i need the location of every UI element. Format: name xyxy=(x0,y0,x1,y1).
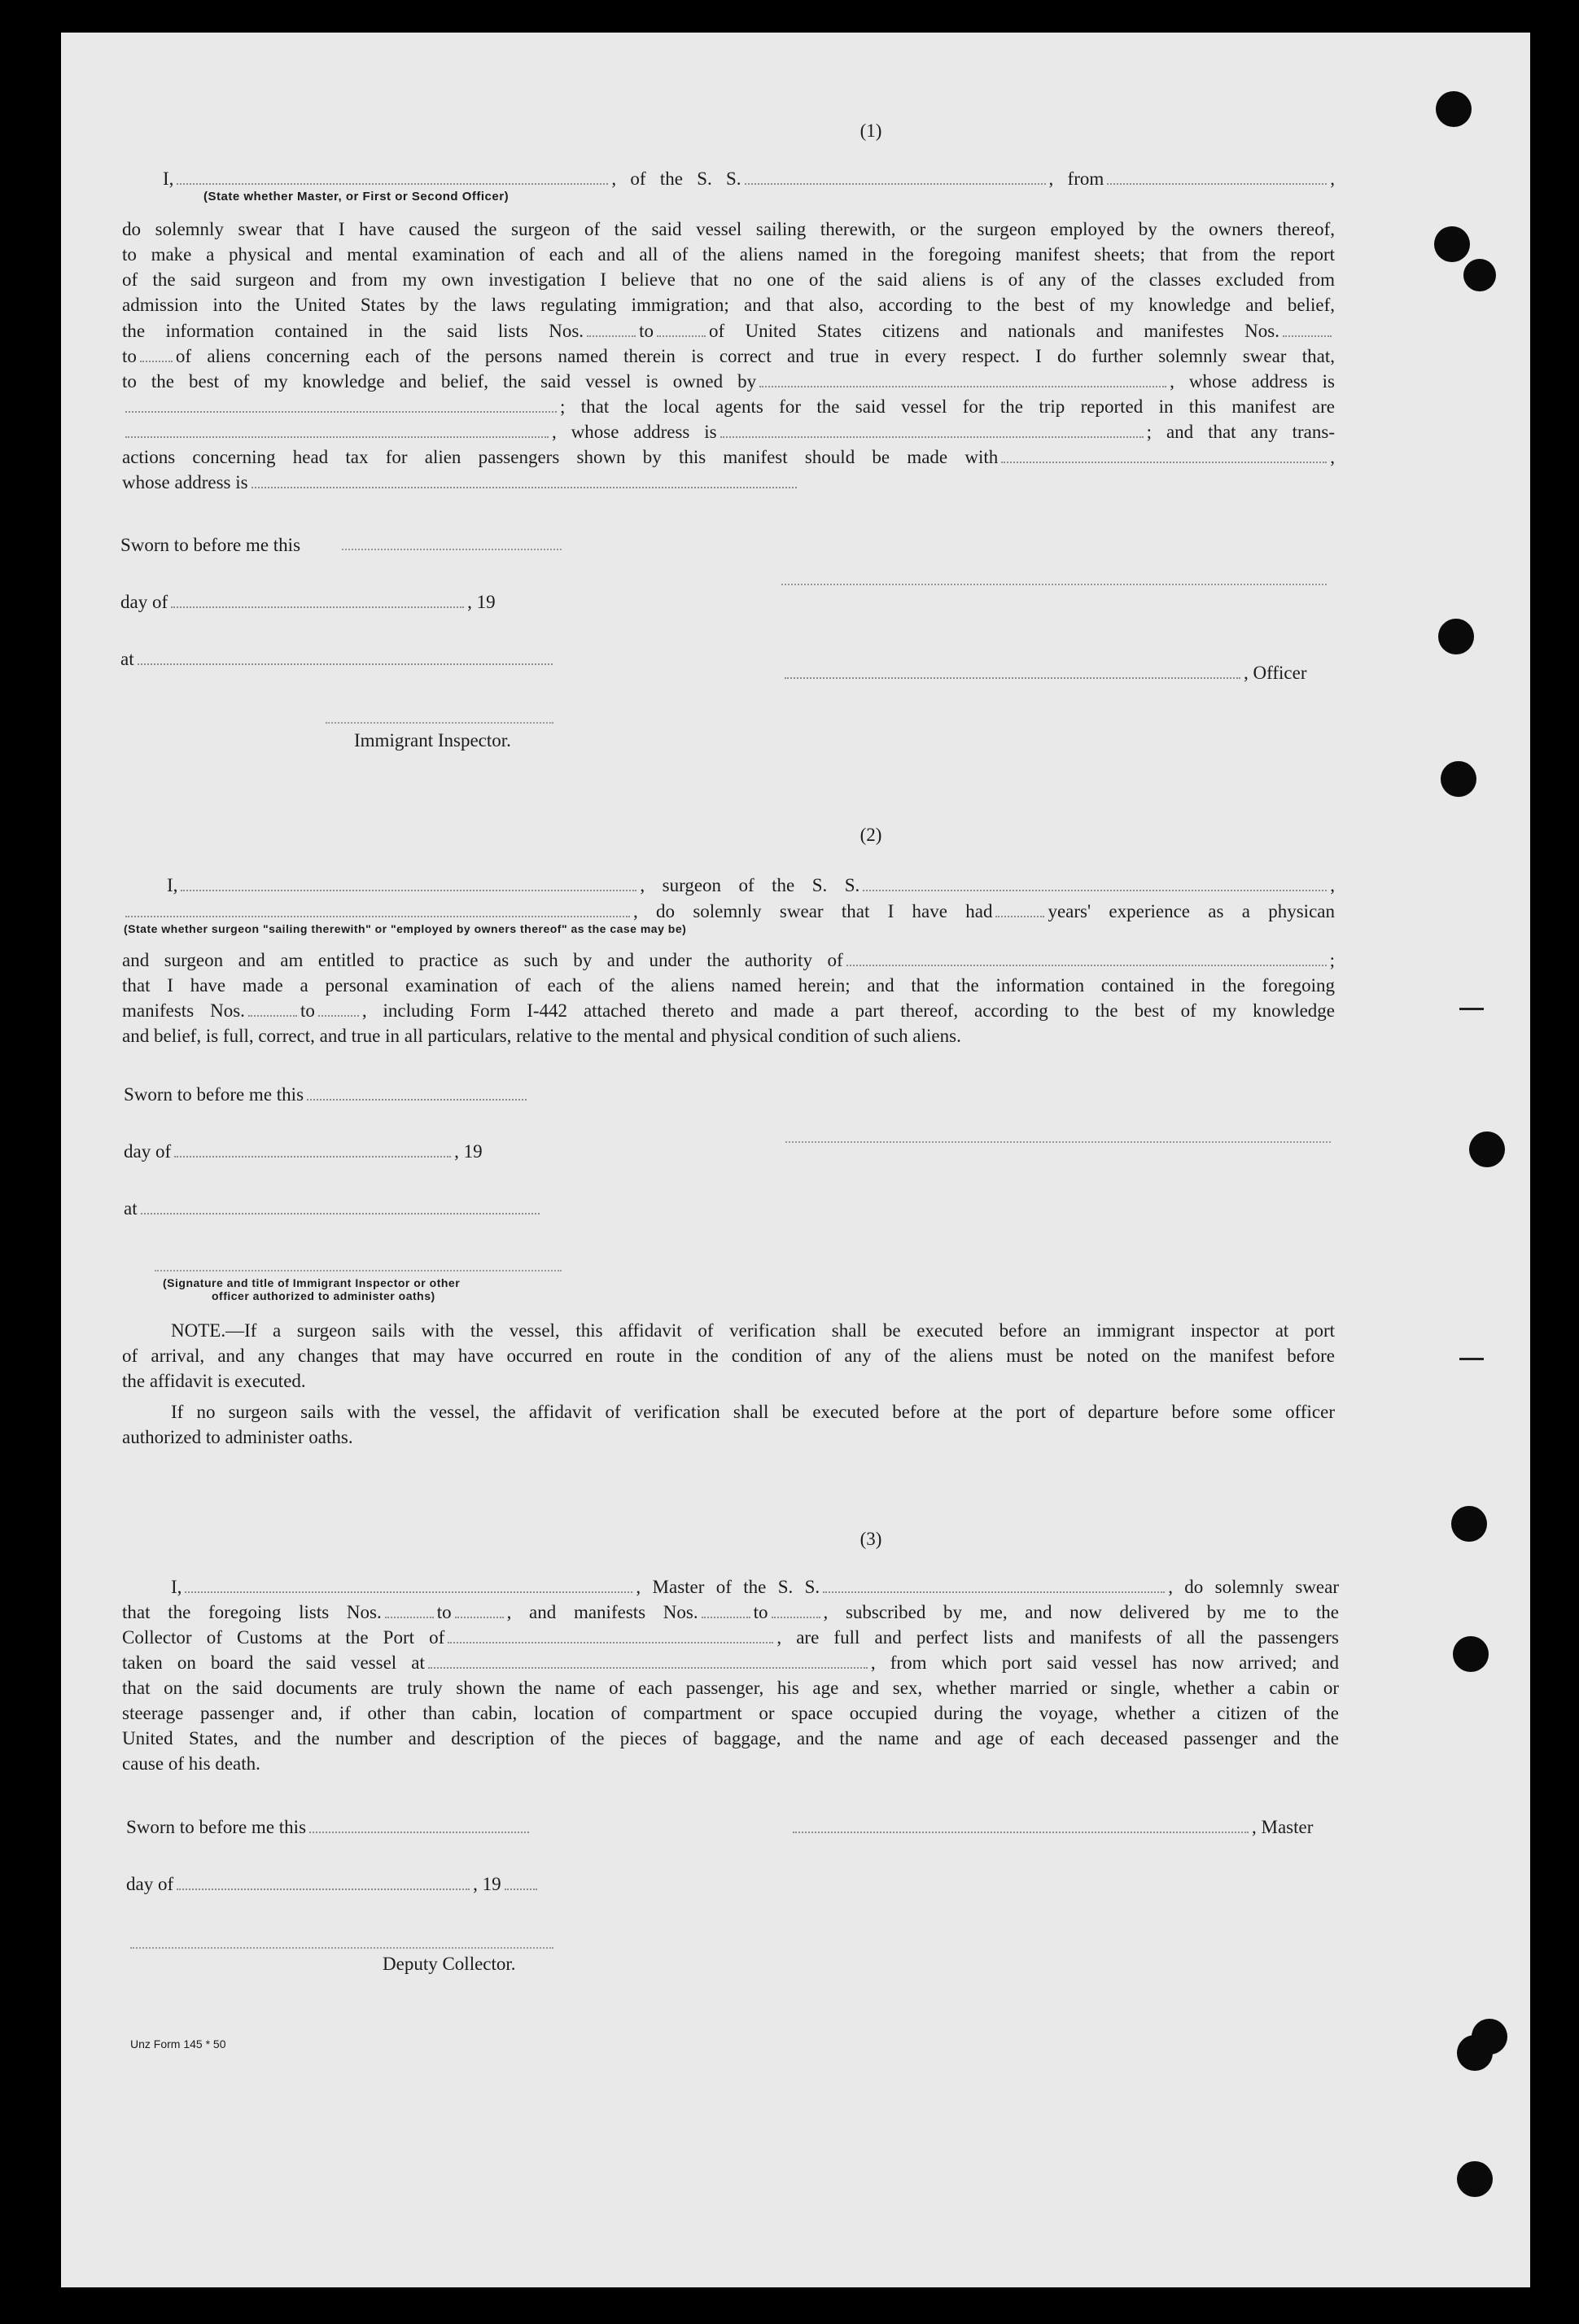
s3-master-line: , Master xyxy=(790,1815,1313,1840)
s1-signature-line xyxy=(781,582,1327,585)
s2-at: at xyxy=(124,1197,543,1221)
s3-line-1: I, , Master of the S. S. , do solemnly swear xyxy=(171,1577,1339,1597)
s1-para-line: ; that the local agents for the said vessel for the trip reported in this manifest are xyxy=(122,395,1335,419)
note-line: of arrival, and any changes that may have occurred en route in the condition of any of the aliens must be noted on the manifest before xyxy=(122,1346,1335,1366)
binder-hole xyxy=(1469,1131,1505,1167)
s3-para-line: cause of his death. xyxy=(122,1753,260,1774)
s3-para-line: that the foregoing lists Nos. to , and manifests Nos. to , subscribed by me, and now delivered by me to the xyxy=(122,1602,1339,1622)
s2-para-line: and surgeon and am entitled to practice as such by and under the authority of ; xyxy=(122,950,1335,970)
s1-para-line: to of aliens concerning each of the persons named therein is correct and true in every respect. I do further solemnly swear that, xyxy=(122,346,1335,366)
s3-para-line: United States, and the number and description of the pieces of baggage, and the name and age of each deceased passenger and the xyxy=(122,1728,1339,1748)
binder-hole xyxy=(1453,1636,1489,1672)
s1-para-line: the information contained in the said lists Nos. to of United States citizens and nationals and manifestes Nos. xyxy=(122,319,1335,344)
s1-day-of: day of , 19 xyxy=(120,592,496,612)
s3-deputy-collector: Deputy Collector. xyxy=(383,1954,516,1974)
s1-para-line: actions concerning head tax for alien passengers shown by this manifest should be made with , xyxy=(122,447,1335,467)
s2-signature-caption-2: officer authorized to administer oaths) xyxy=(212,1289,435,1302)
note-line: If no surgeon sails with the vessel, the affidavit of verification shall be executed before at the port of departure before some officer xyxy=(171,1402,1335,1422)
s2-surgeon-caption: (State whether surgeon "sailing therewith" or "employed by owners thereof" as the case may be) xyxy=(124,922,687,935)
note-line: the affidavit is executed. xyxy=(122,1371,306,1391)
s2-line-1: I, , surgeon of the S. S. , xyxy=(167,875,1335,895)
section-1-heading: (1) xyxy=(859,120,882,141)
section-3-heading: (3) xyxy=(859,1529,882,1549)
s2-para-line: that I have made a personal examination of each of the aliens named herein; and that the information contained in the foregoing xyxy=(122,975,1335,996)
s1-para-line: to the best of my knowledge and belief, the said vessel is owned by , whose address is xyxy=(122,371,1335,392)
s2-para-line: and belief, is full, correct, and true in all particulars, relative to the mental and physical condition of such aliens. xyxy=(122,1026,961,1046)
s1-officer-caption: (State whether Master, or First or Second Officer) xyxy=(203,190,510,204)
margin-mark xyxy=(1459,1008,1484,1010)
s1-sworn: Sworn to before me this xyxy=(120,535,301,555)
s2-line-2: , do solemnly swear that I have had years' experience as a physican xyxy=(122,899,1335,924)
binder-hole xyxy=(1438,619,1474,654)
s3-sworn: Sworn to before me this xyxy=(126,1815,532,1840)
s1-at: at xyxy=(120,647,556,672)
s1-line-1: I, , of the S. S. , from , xyxy=(163,169,1335,189)
form-number: Unz Form 145 * 50 xyxy=(130,2037,226,2050)
s3-para-line: Collector of Customs at the Port of , are full and perfect lists and manifests of all the passengers xyxy=(122,1627,1340,1648)
margin-mark xyxy=(1459,1358,1484,1360)
s2-day-of: day of , 19 xyxy=(124,1141,483,1162)
s1-para-line: of the said surgeon and from my own investigation I believe that no one of the said aliens is of any of the classes excluded from xyxy=(122,269,1335,290)
note-line: NOTE.—If a surgeon sails with the vessel, this affidavit of verification shall be executed before an immigrant inspector at port xyxy=(171,1320,1335,1341)
s2-signature-line xyxy=(785,1140,1331,1143)
note-line: authorized to administer oaths. xyxy=(122,1427,353,1447)
s1-para-line: to make a physical and mental examination of each and all of the aliens named in the foregoing manifest sheets; that from the report xyxy=(122,244,1335,265)
s1-para-line: whose address is xyxy=(122,470,1335,495)
s3-para-line: that on the said documents are truly shown the name of each passenger, his age and sex, whether married or single, whether a cabin or xyxy=(122,1678,1339,1698)
s1-immigrant-inspector: Immigrant Inspector. xyxy=(354,730,511,751)
binder-hole xyxy=(1463,259,1496,291)
s3-para-line: taken on board the said vessel at , from which port said vessel has now arrived; and xyxy=(122,1652,1339,1673)
s2-para-line: manifests Nos. to , including Form I-442 attached thereto and made a part thereof, according to the best of my knowledge xyxy=(122,1000,1336,1021)
binder-hole xyxy=(1441,761,1476,797)
s2-signature-caption-1: (Signature and title of Immigrant Inspector or other xyxy=(163,1276,461,1289)
binder-hole xyxy=(1457,2035,1493,2071)
s1-para-line: do solemnly swear that I have caused the surgeon of the said vessel sailing therewith, or the surgeon employed by the owners thereof, xyxy=(122,219,1335,239)
s3-para-line: steerage passenger and, if other than cabin, location of compartment or space occupied during the voyage, whether a citizen of the xyxy=(122,1703,1339,1723)
s1-para-line: admission into the United States by the laws regulating immigration; and that also, according to the best of my knowledge and belief, xyxy=(122,295,1335,315)
section-2-heading: (2) xyxy=(859,825,882,845)
s3-day-of: day of , 19 xyxy=(126,1872,540,1897)
s1-para-line: , whose address is ; and that any trans- xyxy=(122,420,1335,444)
binder-hole xyxy=(1434,226,1470,262)
s2-sworn: Sworn to before me this xyxy=(124,1083,530,1107)
binder-hole xyxy=(1457,2161,1493,2197)
s1-officer-line: , Officer xyxy=(781,661,1306,685)
